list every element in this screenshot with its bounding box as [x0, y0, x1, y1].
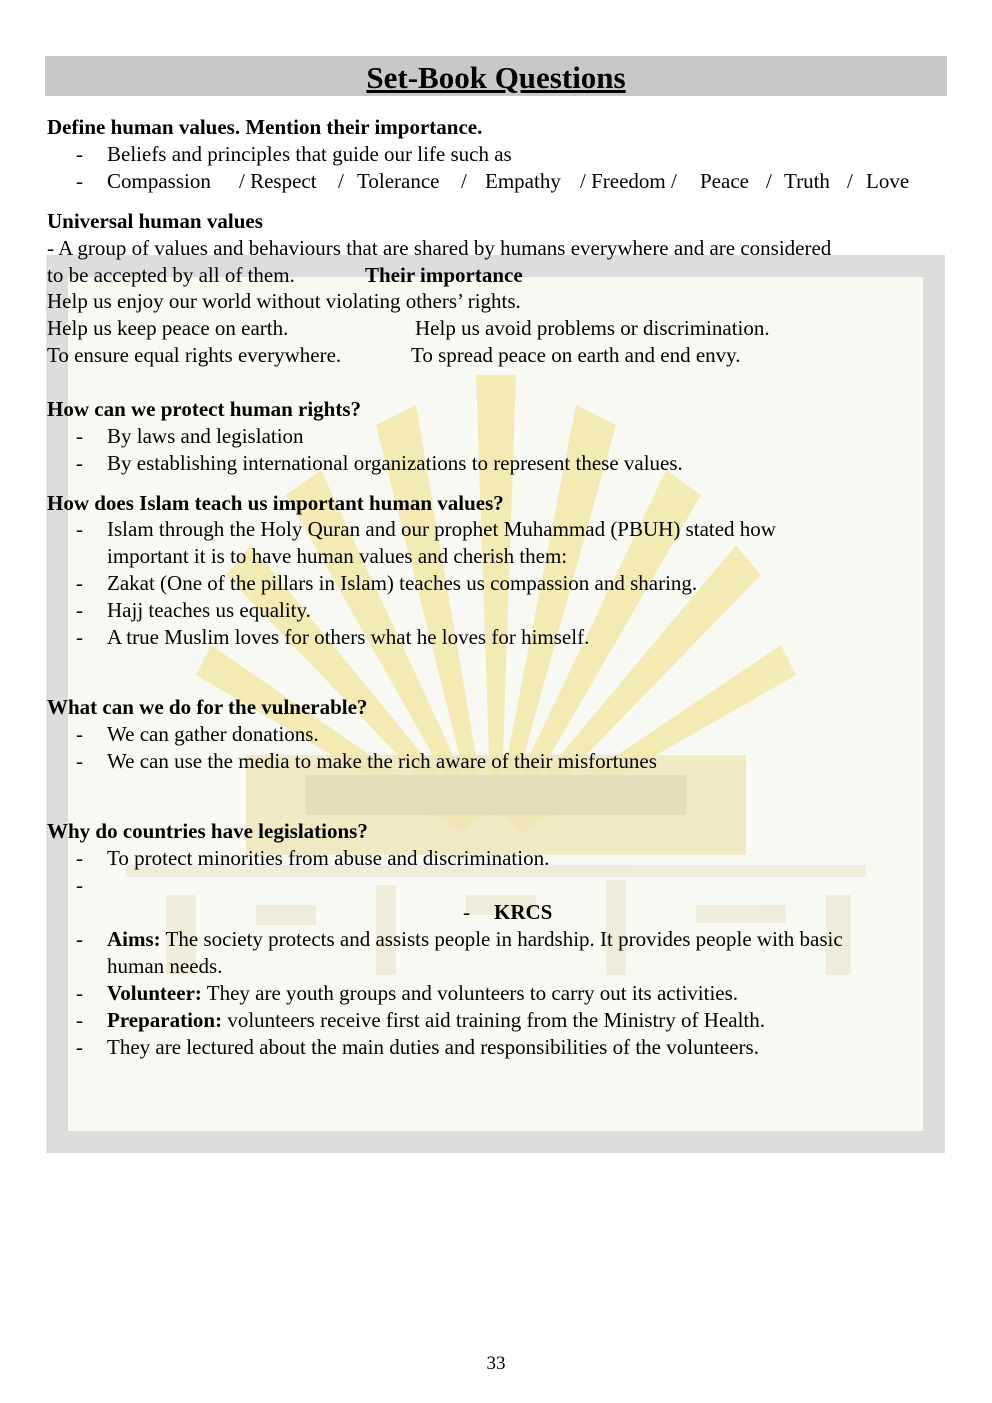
page-number: 33	[486, 1353, 506, 1374]
heading-their-importance: Their importance	[365, 263, 523, 287]
bullet-dash: -	[76, 169, 83, 193]
bullet-dash: -	[76, 873, 83, 897]
question-islam-values: How does Islam teach us important human values?	[47, 491, 504, 515]
bullet-dash: -	[76, 571, 83, 595]
list-item: We can use the media to make the rich aware of their misfortunes	[107, 749, 657, 773]
value-item: Love	[866, 169, 910, 193]
importance-point: Help us avoid problems or discrimination.	[415, 316, 770, 340]
heading-universal-values: Universal human values	[47, 209, 263, 233]
importance-point: Help us keep peace on earth.	[47, 316, 289, 340]
question-legislations: Why do countries have legislations?	[47, 819, 368, 843]
list-item-continuation: important it is to have human values and cherish them:	[107, 544, 568, 568]
bullet-dash: -	[76, 451, 83, 475]
bullet-dash: -	[76, 927, 83, 951]
preparation-label: Preparation:	[107, 1008, 223, 1032]
list-item-continuation: human needs.	[107, 954, 223, 978]
list-item: A true Muslim loves for others what he loves for himself.	[107, 625, 590, 649]
volunteer-label: Volunteer:	[107, 981, 202, 1005]
bullet-dash: -	[76, 1008, 83, 1032]
question-protect-human-rights: How can we protect human rights?	[47, 397, 362, 421]
value-item: Peace	[700, 169, 749, 193]
importance-point: To ensure equal rights everywhere.	[47, 343, 342, 367]
list-item: They are lectured about the main duties and responsibilities of the volunteers.	[107, 1035, 759, 1059]
list-item: Beliefs and principles that guide our life such as	[107, 142, 512, 166]
title-bar	[45, 56, 947, 96]
list-item-aims	[107, 927, 843, 952]
bullet-dash: -	[76, 625, 83, 649]
bullet-dash: -	[76, 749, 83, 773]
list-item-preparation	[107, 1008, 765, 1033]
value-item: Empathy	[485, 169, 561, 193]
list-item: To protect minorities from abuse and discrimination.	[107, 846, 550, 870]
list-item: Islam through the Holy Quran and our prophet Muhammad (PBUH) stated how	[107, 517, 776, 541]
aims-text: The society protects and assists people in hardship. It provides people with basic	[165, 927, 843, 951]
value-separator: /	[461, 169, 467, 193]
value-item: Truth	[784, 169, 830, 193]
definition-line: - A group of values and behaviours that are shared by humans everywhere and are considered	[47, 236, 832, 260]
bullet-dash: -	[463, 900, 470, 924]
bullet-dash: -	[76, 598, 83, 622]
importance-point: To spread peace on earth and end envy.	[411, 343, 741, 367]
bullet-dash: -	[76, 142, 83, 166]
value-separator: /	[338, 169, 344, 193]
list-item: Hajj teaches us equality.	[107, 598, 311, 622]
aims-label: Aims:	[107, 927, 161, 951]
value-item: Tolerance	[357, 169, 440, 193]
importance-point: Help us enjoy our world without violating others’ rights.	[47, 289, 521, 313]
bullet-dash: -	[76, 981, 83, 1005]
bullet-dash: -	[76, 846, 83, 870]
value-separator: /	[847, 169, 853, 193]
definition-line: to be accepted by all of them.	[47, 263, 295, 287]
value-item: / Freedom /	[580, 169, 677, 193]
list-item: By laws and legislation	[107, 424, 304, 448]
question-define-human-values: Define human values. Mention their importance.	[47, 115, 483, 139]
bullet-dash: -	[76, 517, 83, 541]
list-item: By establishing international organizations to represent these values.	[107, 451, 683, 475]
preparation-text: volunteers receive first aid training from the Ministry of Health.	[227, 1008, 766, 1032]
bullet-dash: -	[76, 1035, 83, 1059]
list-item: We can gather donations.	[107, 722, 319, 746]
value-item: Compassion	[107, 169, 211, 193]
bullet-dash: -	[76, 722, 83, 746]
list-item-volunteer	[107, 981, 738, 1006]
volunteer-text: They are youth groups and volunteers to carry out its activities.	[206, 981, 739, 1005]
page-title: Set-Book Questions	[366, 60, 626, 95]
question-vulnerable: What can we do for the vulnerable?	[47, 695, 368, 719]
bullet-dash: -	[76, 424, 83, 448]
heading-krcs: KRCS	[494, 900, 553, 924]
list-item: Zakat (One of the pillars in Islam) teaches us compassion and sharing.	[107, 571, 698, 595]
value-item: / Respect	[239, 169, 317, 193]
value-separator: /	[766, 169, 772, 193]
